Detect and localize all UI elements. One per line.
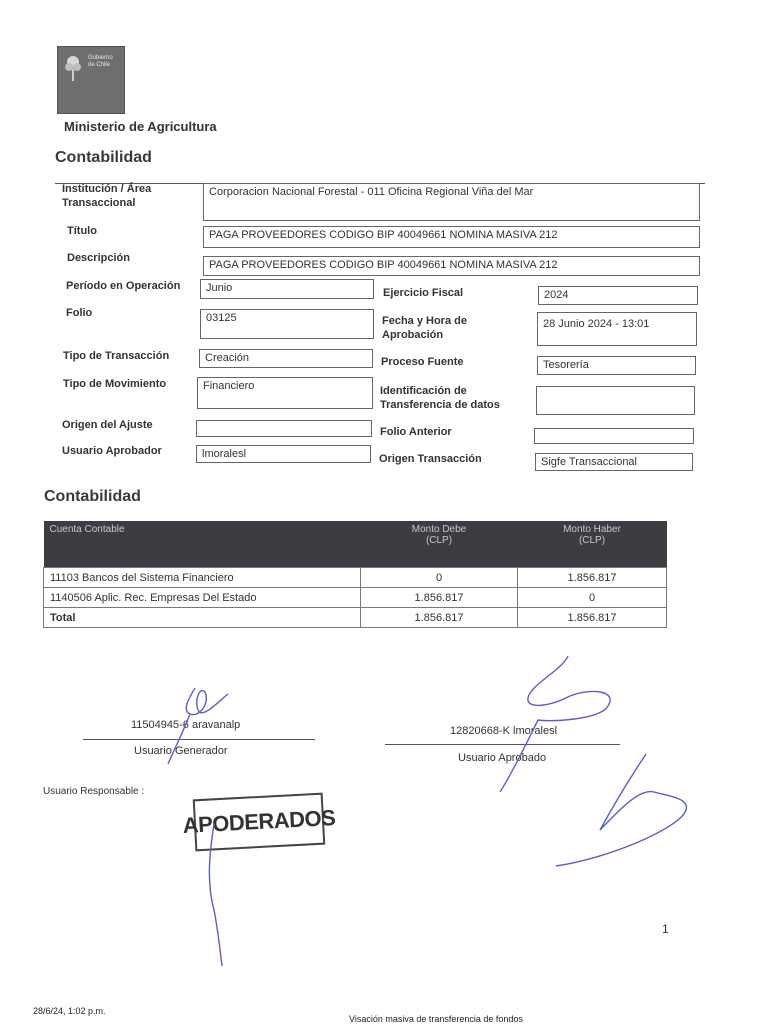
field-folio: 03125	[200, 309, 374, 339]
page-number: 1	[662, 922, 669, 936]
label-origen-transaccion: Origen Transacción	[379, 453, 482, 465]
label-identificacion: Identificación de Transferencia de datos	[380, 385, 500, 411]
signature-generador	[150, 680, 240, 770]
section-title-contabilidad: Contabilidad	[55, 149, 152, 166]
ministry-name: Ministerio de Agricultura	[64, 119, 217, 134]
field-proceso-fuente: Tesorería	[537, 356, 696, 375]
label-ejercicio: Ejercicio Fiscal	[383, 287, 464, 299]
logo-text: Gobierno de Chile	[88, 55, 113, 68]
field-ejercicio: 2024	[538, 286, 698, 305]
label-origen-ajuste: Origen del Ajuste	[62, 419, 153, 431]
generador-role: Usuario Generador	[134, 745, 228, 757]
aprobado-id: 12820668-K lmoralesl	[450, 725, 558, 737]
label-tipo-movimiento: Tipo de Movimiento	[63, 378, 167, 390]
signature-stamp-stroke	[196, 820, 236, 970]
footer-datetime: 28/6/24, 1:02 p.m.	[33, 1006, 106, 1016]
accounts-table	[43, 521, 667, 628]
label-tipo-transaccion: Tipo de Transacción	[63, 350, 170, 362]
cell-debe: 1.856.817	[361, 588, 518, 608]
table-header-row	[44, 521, 667, 568]
field-tipo-transaccion: Creación	[199, 349, 373, 368]
cell-haber: 0	[518, 588, 667, 608]
header-debe: Monto Debe (CLP)	[361, 521, 518, 568]
label-periodo: Período en Operación	[66, 280, 181, 292]
label-institucion: Institución / Área Transaccional	[62, 183, 152, 209]
table-row-total	[44, 608, 667, 628]
field-titulo: PAGA PROVEEDORES CODIGO BIP 40049661 NOMINA MASIVA 212	[203, 226, 700, 248]
footer-caption: Visación masiva de transferencia de fondos	[349, 1014, 523, 1024]
cell-debe: 0	[361, 568, 518, 588]
label-descripcion: Descripción	[67, 252, 130, 264]
cell-cuenta: Total	[44, 608, 361, 628]
table-row	[44, 588, 667, 608]
field-usuario-aprobador: lmoralesl	[196, 445, 371, 463]
field-institucion: Corporacion Nacional Forestal - 011 Oficina Regional Viña del Mar	[203, 183, 700, 221]
generador-id: 11504945-6 aravanalp	[131, 719, 241, 731]
cell-cuenta: 11103 Bancos del Sistema Financiero	[44, 568, 361, 588]
section-title-contabilidad-2: Contabilidad	[44, 488, 141, 505]
cell-debe: 1.856.817	[361, 608, 518, 628]
field-folio-anterior	[534, 428, 694, 444]
label-folio-anterior: Folio Anterior	[380, 426, 452, 438]
label-fecha: Fecha y Hora de Aprobación	[382, 315, 467, 341]
field-fecha: 28 Junio 2024 - 13:01	[537, 312, 697, 346]
header-haber: Monto Haber (CLP)	[518, 521, 667, 568]
aprobado-role: Usuario Aprobado	[458, 752, 547, 764]
header-cuenta: Cuenta Contable	[44, 521, 361, 568]
field-origen-ajuste	[196, 420, 372, 437]
gobierno-logo	[57, 46, 125, 114]
field-descripcion: PAGA PROVEEDORES CODIGO BIP 40049661 NOMINA MASIVA 212	[203, 256, 700, 276]
field-origen-transaccion: Sigfe Transaccional	[535, 453, 693, 471]
field-tipo-movimiento: Financiero	[197, 377, 373, 409]
apoderados-stamp: APODERADOS	[193, 793, 326, 852]
cell-haber: 1.856.817	[518, 608, 667, 628]
field-identificacion	[536, 386, 695, 415]
label-titulo: Título	[67, 225, 97, 237]
usuario-responsable-label: Usuario Responsable :	[43, 786, 145, 797]
label-usuario-aprobador: Usuario Aprobador	[62, 445, 162, 457]
cell-haber: 1.856.817	[518, 568, 667, 588]
signature-right	[550, 748, 700, 878]
cell-cuenta: 1140506 Aplic. Rec. Empresas Del Estado	[44, 588, 361, 608]
coat-of-arms-icon	[62, 53, 84, 83]
field-periodo: Junio	[200, 279, 374, 299]
table-row	[44, 568, 667, 588]
label-proceso-fuente: Proceso Fuente	[381, 356, 464, 368]
label-folio: Folio	[66, 307, 93, 319]
